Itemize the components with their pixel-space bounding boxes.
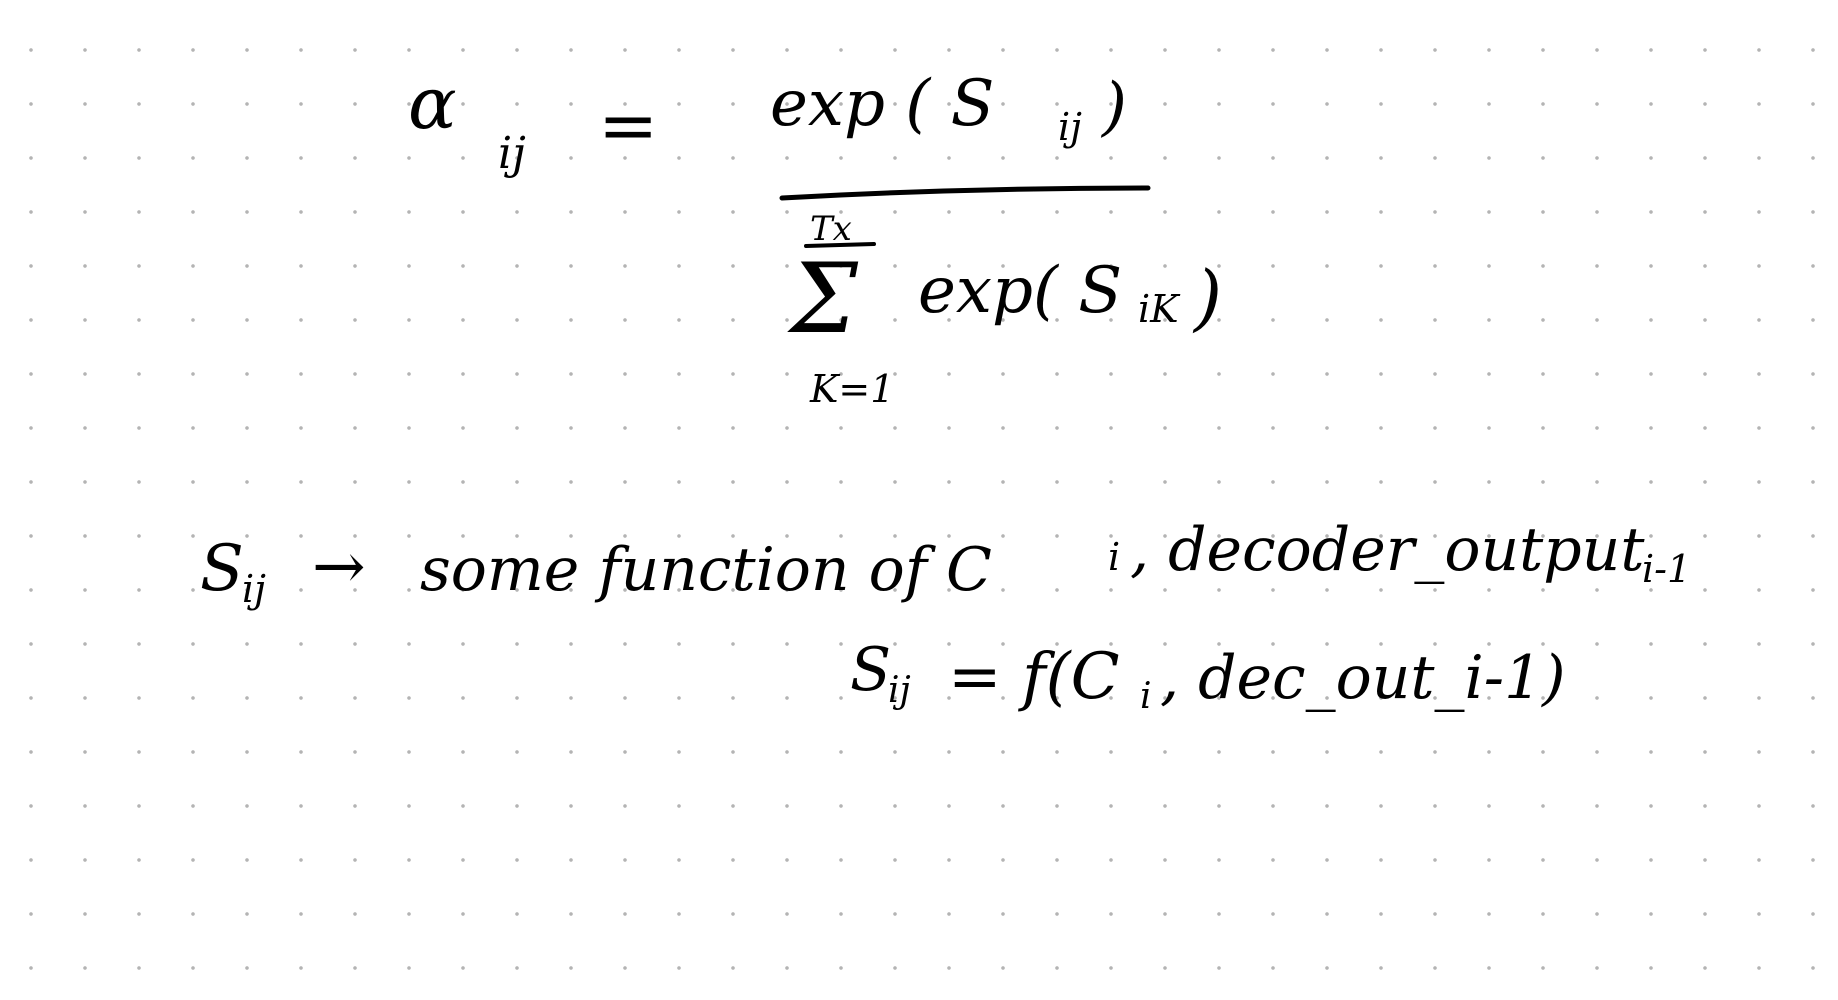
s-subscript: ij — [242, 567, 266, 611]
sum-symbol: Σ — [790, 243, 858, 355]
denominator-close-paren: ) — [1194, 255, 1223, 339]
formula-s-subscript: ij — [888, 670, 911, 711]
sum-lower-limit: K=1 — [810, 367, 895, 411]
formula-c-subscript: i — [1140, 676, 1152, 717]
decoder-output-subscript: i-1 — [1642, 547, 1692, 591]
formula-expression-rest: , dec_out_i-1) — [1160, 643, 1566, 713]
softmax-equation — [408, 61, 1222, 411]
definition-c-subscript: i — [1108, 535, 1121, 579]
alpha-symbol: α — [408, 61, 457, 145]
arrow: → — [312, 530, 366, 604]
fraction-bar — [782, 188, 1148, 198]
definition-line — [200, 515, 1691, 611]
denominator-subscript: iK — [1138, 287, 1179, 331]
formula-expression: = f(C — [948, 640, 1120, 714]
equals-sign: = — [598, 83, 659, 167]
numerator-text: exp ( S — [770, 67, 995, 141]
denominator-text: exp( S — [918, 254, 1123, 328]
formula-line — [850, 635, 1566, 717]
definition-text: some function of C — [420, 535, 992, 605]
numerator-close-paren: ) — [1102, 70, 1127, 144]
sum-upper-limit: Tx — [810, 209, 852, 249]
formula-s-symbol: S — [850, 635, 892, 705]
definition-continued: , decoder_output — [1130, 515, 1645, 585]
alpha-subscript: ij — [498, 128, 526, 179]
s-symbol: S — [200, 532, 244, 606]
numerator-subscript: ij — [1058, 105, 1082, 149]
